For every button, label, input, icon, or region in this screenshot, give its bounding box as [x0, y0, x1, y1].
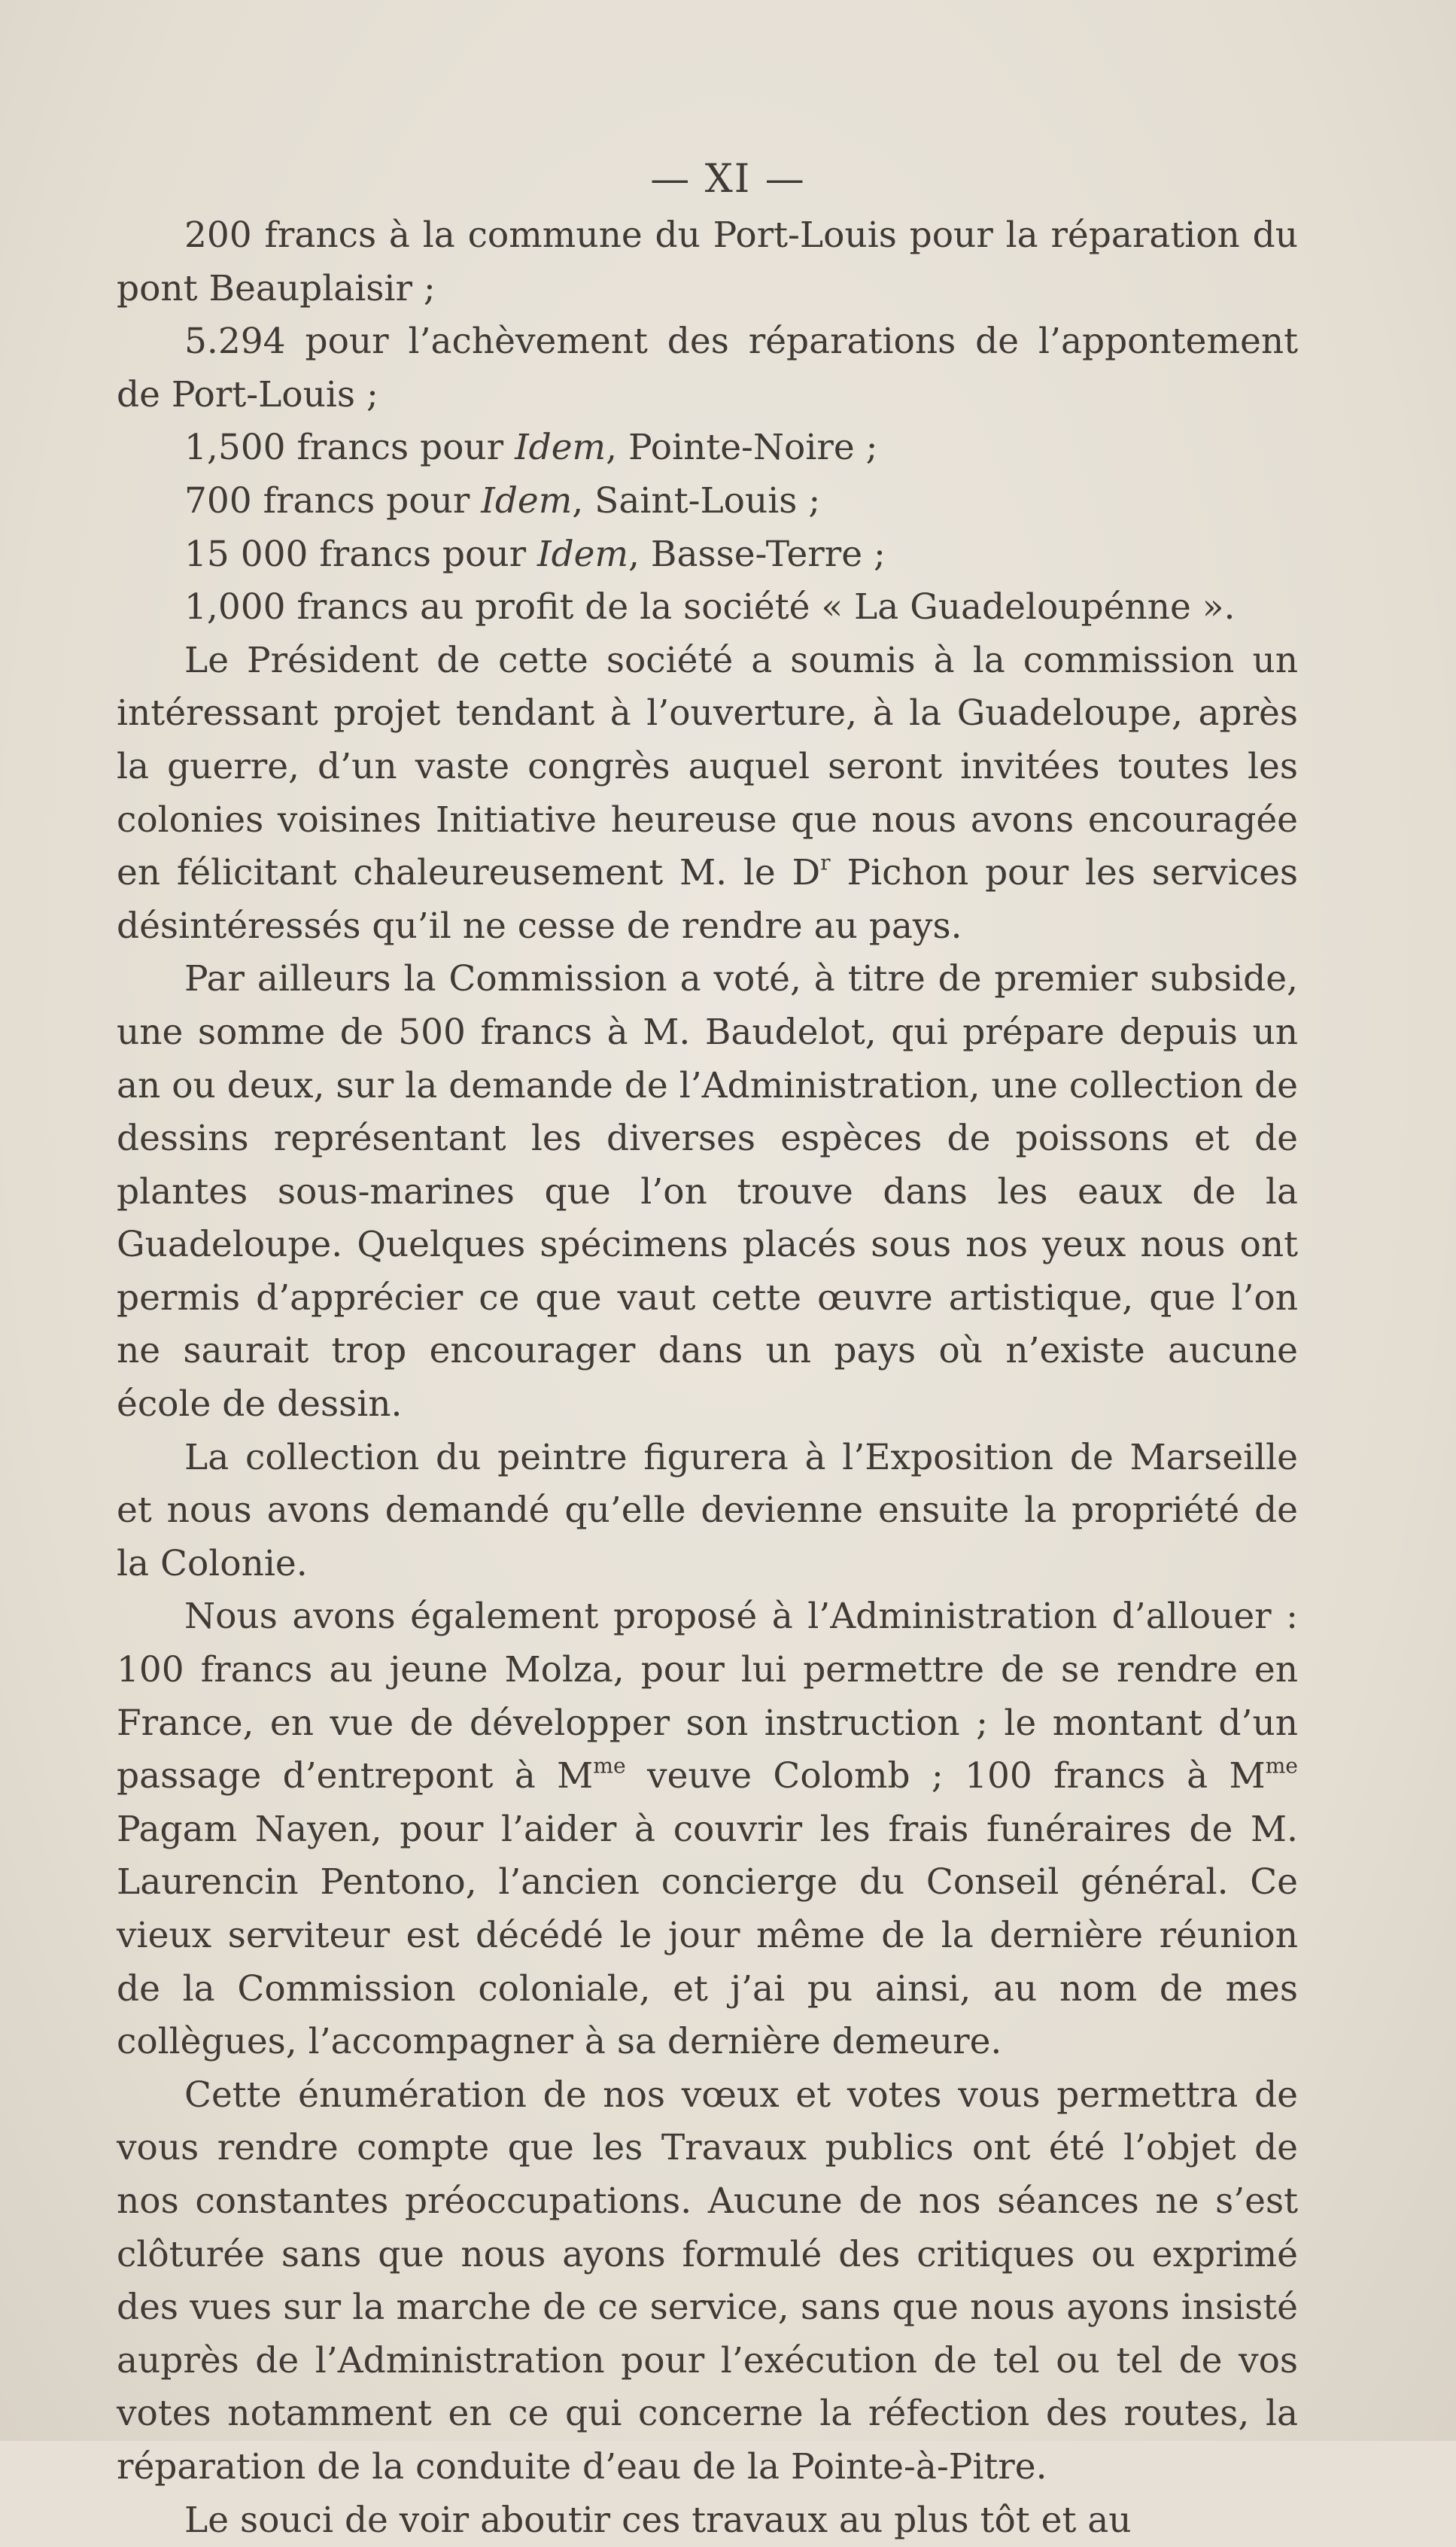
- paragraph-3: [117, 421, 1298, 475]
- text-segment: Le souci de voir aboutir ces travaux au plus tôt et au: [184, 2499, 1132, 2541]
- text-segment: Pichon pour les services désintéressés qu’il ne cesse de rendre au pays.: [117, 852, 1299, 947]
- text-segment: 1,000 francs au profit de la société « La Guadeloupénne ».: [184, 586, 1236, 628]
- paragraph-2: [117, 315, 1298, 421]
- text-segment: 15 000 francs pour: [184, 533, 537, 575]
- text-segment: Pagam Nayen, pour l’aider à couvrir les frais funéraires de M. Laurencin Pentono, l’ancien concierge du Conseil général. Ce vieux serviteur est décédé le jour même de la dernière réunion de la Commission coloniale, et j’ai pu ainsi, au nom de mes collègues, l’accompagner à sa dernière demeure.: [117, 1808, 1298, 2063]
- paragraph-9: [117, 1432, 1298, 1591]
- paragraph-5: [117, 528, 1298, 582]
- paragraph-11: [117, 2069, 1298, 2494]
- text-segment: Cette énumération de nos vœux et votes vous permettra de vous rendre compte que les Travaux publics ont été l’objet de nos constantes préoccupations. Aucune de nos séances ne s’est clôturée sans que nous ayons formulé des critiques ou exprimé des vues sur la marche de ce service, sans que nous ayons insisté auprès de l’Administration pour l’exécution de tel ou tel de vos votes notamment en ce qui concerne la réfection des routes, la réparation de la conduite d’eau de la Pointe-à-Pitre.: [117, 2074, 1298, 2488]
- text-segment: La collection du peintre figurera à l’Exposition de Marseille et nous avons demandé qu’elle devienne ensuite la propriété de la Colonie.: [117, 1436, 1298, 1584]
- page-number: — XI —: [650, 157, 806, 202]
- text-segment: 1,500 francs pour: [184, 427, 515, 469]
- italic-text: Idem: [481, 479, 573, 522]
- italic-text: Idem: [515, 427, 606, 469]
- superscript-text: r: [820, 850, 831, 875]
- text-segment: 200 francs à la commune du Port-Louis pour la réparation du pont Beauplaisir ;: [117, 215, 1298, 309]
- text-segment: veuve Colomb ; 100 francs à M: [625, 1755, 1266, 1797]
- text-segment: Le Président de cette société a soumis à la commission un intéressant projet tendant à l’ouverture, à la Guadeloupe, après la guerre, d’un vaste congrès auquel seront invitées toutes les colonies voisines Initiative heureuse que nous avons encouragée en félicitant chaleureusement M. le D: [117, 639, 1298, 894]
- superscript-text: me: [593, 1753, 626, 1779]
- text-segment: , Pointe-Noire ;: [606, 427, 878, 469]
- paragraph-4: [117, 475, 1298, 528]
- paragraph-6: [117, 581, 1298, 634]
- text-segment: Nous avons également proposé à l’Administration d’allouer : 100 francs au jeune Molza, pour lui permettre de se rendre en France, en vue de développer son instruction ; le montant d’un passage d’entrepont à M: [117, 1596, 1298, 1797]
- paragraph-1: [117, 209, 1298, 315]
- text-segment: 700 francs pour: [184, 479, 482, 522]
- paragraph-10: [117, 1590, 1298, 2068]
- document-body: [117, 209, 1298, 2547]
- paragraph-8: [117, 953, 1298, 1431]
- paragraph-7: [117, 634, 1298, 954]
- text-segment: , Basse-Terre ;: [628, 533, 886, 575]
- italic-text: Idem: [537, 533, 629, 575]
- paragraph-12: [117, 2494, 1298, 2547]
- text-segment: , Saint-Louis ;: [572, 479, 821, 522]
- text-segment: 5.294 pour l’achèvement des réparations de l’appontement de Port-Louis ;: [117, 321, 1298, 415]
- text-segment: Par ailleurs la Commission a voté, à titre de premier subside, une somme de 500 francs à M. Baudelot, qui prépare depuis un an ou deux, sur la demande de l’Administration, une collection de dessins représentant les diverses espèces de poissons et de plantes sous-marines que l’on trouve dans les eaux de la Guadeloupe. Quelques spécimens placés sous nos yeux nous ont permis d’apprécier ce que vaut cette œuvre artistique, que l’on ne saurait trop encourager dans un pays où n’existe aucune école de dessin.: [117, 958, 1298, 1426]
- superscript-text: me: [1265, 1753, 1298, 1779]
